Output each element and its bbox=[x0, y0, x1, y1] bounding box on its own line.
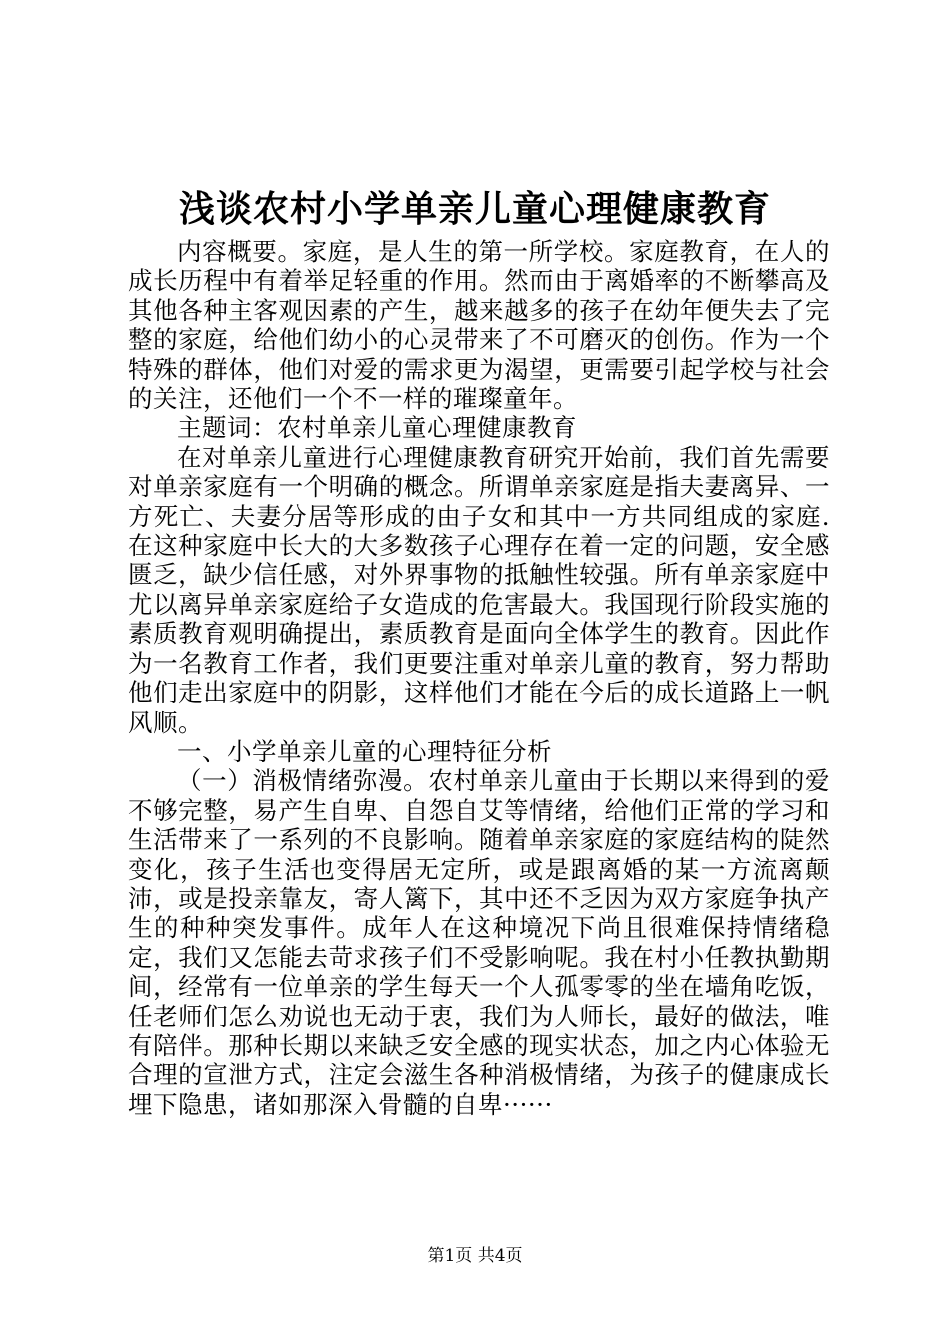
paragraph-negative-emotions: （一）消极情绪弥漫。农村单亲儿童由于长期以来得到的爱不够完整，易产生自卑、自怨自艾等情绪，给他们正常的学习和生活带来了一系列的不良影响。随着单亲家庭的家庭结构的陡然变化，孩子生活也变得居无定所，或是跟离婚的某一方流离颠沛，或是投亲靠友，寄人篱下，其中还不乏因为双方家庭争执产生的种种突发事件。成年人在这种境况下尚且很难保持情绪稳定，我们又怎能去苛求孩子们不受影响呢。我在村小任教执勤期间，经常有一位单亲的学生每天一个人孤零零的坐在墙角吃饭，任老师们怎么劝说也无动于衷，我们为人师长，最好的做法，唯有陪伴。那种长期以来缺乏安全感的现实状态，加之内心体验无合理的宣泄方式，注定会滋生各种消极情绪，为孩子的健康成长埋下隐患，诸如那深入骨髓的自卑······ bbox=[128, 766, 830, 1119]
paragraph-keywords: 主题词：农村单亲儿童心理健康教育 bbox=[177, 413, 577, 443]
document-title: 浅谈农村小学单亲儿童心理健康教育 bbox=[178, 188, 771, 230]
paragraph-abstract: 内容概要。家庭，是人生的第一所学校。家庭教育，在人的成长历程中有着举足轻重的作用。然而由于离婚率的不断攀高及其他各种主客观因素的产生，越来越多的孩子在幼年便失去了完整的家庭，给他们幼小的心灵带来了不可磨灭的创伤。作为一个特殊的群体，他们对爱的需求更为渴望，更需要引起学校与社会的关注，还他们一个不一样的璀璨童年。 bbox=[128, 237, 830, 414]
document-body bbox=[128, 237, 830, 1119]
section-heading: 一、小学单亲儿童的心理特征分析 bbox=[177, 736, 552, 766]
paragraph-introduction: 在对单亲儿童进行心理健康教育研究开始前，我们首先需要对单亲家庭有一个明确的概念。所谓单亲家庭是指夫妻离异、一方死亡、夫妻分居等形成的由子女和其中一方共同组成的家庭.在这种家庭中长大的大多数孩子心理存在着一定的问题，安全感匮乏，缺少信任感，对外界事物的抵触性较强。所有单亲家庭中尤以离异单亲家庭给子女造成的危害最大。我国现行阶段实施的素质教育观明确提出，素质教育是面向全体学生的教育。因此作为一名教育工作者，我们更要注重对单亲儿童的教育，努力帮助他们走出家庭中的阴影，这样他们才能在今后的成长道路上一帆风顺。 bbox=[128, 442, 830, 737]
page-footer: 第1页 共4页 bbox=[427, 1246, 523, 1266]
